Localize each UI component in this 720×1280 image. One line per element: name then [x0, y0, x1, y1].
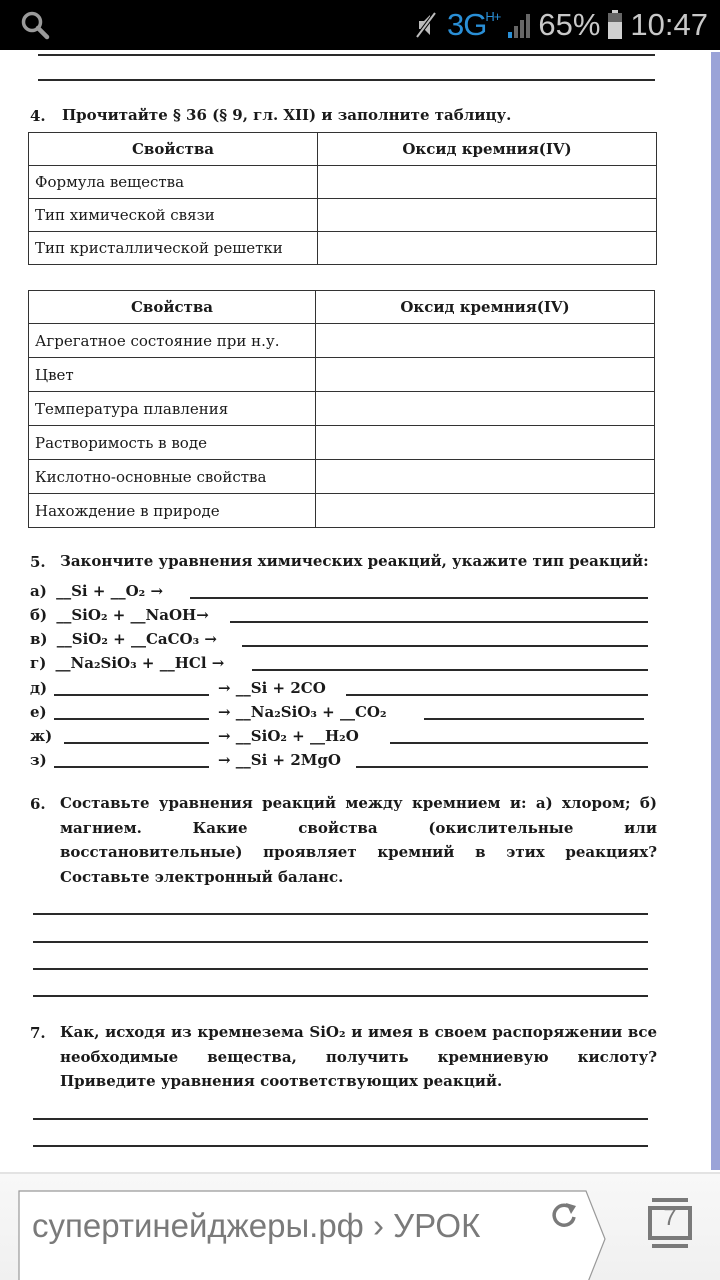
answer-blank[interactable]	[54, 718, 209, 720]
answer-cell[interactable]	[316, 426, 655, 460]
reaction-formula: __SiO₂ + __CaCO₃ →	[56, 630, 217, 648]
answer-cell[interactable]	[316, 324, 655, 358]
url-text: супертинейджеры.рф › УРОК	[32, 1207, 481, 1244]
answer-line	[33, 1118, 648, 1120]
mute-icon	[415, 11, 439, 39]
reaction-formula: __Si + __O₂ →	[56, 582, 164, 600]
reaction-line	[30, 604, 650, 626]
properties-table-1	[28, 132, 657, 265]
property-name: Тип химической связи	[29, 199, 318, 232]
answer-blank[interactable]	[230, 621, 648, 623]
answer-line	[33, 1145, 648, 1147]
answer-blank[interactable]	[54, 694, 209, 696]
reaction-label: б)	[30, 606, 48, 624]
answer-cell[interactable]	[316, 392, 655, 426]
network-label: 3G	[447, 7, 487, 42]
reaction-line	[30, 677, 650, 699]
reaction-line	[30, 580, 650, 602]
network-sup: H+	[485, 9, 501, 24]
table-row	[29, 324, 655, 358]
reaction-formula: → __Na₂SiO₃ + __CO₂	[218, 703, 387, 721]
tabs-button[interactable]	[648, 1204, 692, 1264]
table-header: Оксид кремния(IV)	[318, 133, 657, 166]
reaction-line	[30, 749, 650, 771]
network-type	[447, 7, 501, 43]
answer-blank[interactable]	[356, 766, 648, 768]
reaction-formula: → __Si + 2MgO	[218, 751, 341, 769]
reaction-line	[30, 701, 650, 723]
table-header: Оксид кремния(IV)	[316, 291, 655, 324]
question-number: 7.	[30, 1024, 46, 1042]
table-row	[29, 494, 655, 528]
table-row	[29, 199, 657, 232]
property-name: Кислотно-основные свойства	[29, 460, 316, 494]
status-bar	[0, 0, 720, 50]
address-bar[interactable]	[18, 1204, 604, 1280]
reaction-label: в)	[30, 630, 48, 648]
document-page[interactable]	[0, 50, 720, 1172]
battery-percent: 65%	[538, 7, 601, 42]
reaction-formula: → __SiO₂ + __H₂O	[218, 727, 359, 745]
reaction-label: г)	[30, 654, 47, 672]
reaction-label: е)	[30, 703, 47, 721]
question-text: Прочитайте § 36 (§ 9, гл. XII) и заполните таблицу.	[62, 106, 512, 124]
answer-cell[interactable]	[316, 494, 655, 528]
property-name: Формула вещества	[29, 166, 318, 199]
table-header: Свойства	[29, 291, 316, 324]
answer-blank[interactable]	[190, 597, 648, 599]
browser-bottom-bar	[0, 1172, 720, 1280]
answer-line	[33, 913, 648, 915]
property-name: Растворимость в воде	[29, 426, 316, 460]
table-row	[29, 426, 655, 460]
property-name: Температура плавления	[29, 392, 316, 426]
table-header: Свойства	[29, 133, 318, 166]
answer-line	[33, 968, 648, 970]
answer-blank[interactable]	[424, 718, 644, 720]
question-text: Как, исходя из кремнезема SiO₂ и имея в своем распоряжении все необходимые вещества, получить кремниевую кислоту? Приведите уравнения соответствующих реакций.	[60, 1023, 657, 1090]
properties-table-2	[28, 290, 655, 528]
answer-line	[33, 941, 648, 943]
answer-cell[interactable]	[316, 358, 655, 392]
answer-blank[interactable]	[390, 742, 648, 744]
reload-icon[interactable]	[548, 1200, 580, 1232]
reaction-label: ж)	[30, 727, 53, 745]
table-row	[29, 166, 657, 199]
question-text: Закончите уравнения химических реакций, укажите тип реакций:	[60, 552, 649, 570]
reaction-line	[30, 628, 650, 650]
answer-cell[interactable]	[318, 166, 657, 199]
battery-icon	[608, 13, 622, 39]
answer-cell[interactable]	[318, 232, 657, 265]
question-text: Составьте уравнения реакций между кремнием и: а) хлором; б) магнием. Какие свойства (окислительные или восстановительные) проявляет кремний в этих реакциях? Составьте электронный баланс.	[60, 794, 657, 886]
answer-blank[interactable]	[242, 645, 648, 647]
reaction-label: з)	[30, 751, 47, 769]
answer-blank[interactable]	[346, 694, 648, 696]
answer-line	[33, 995, 648, 997]
answer-blank[interactable]	[252, 669, 648, 671]
reaction-formula: __Na₂SiO₃ + __HCl →	[55, 654, 225, 672]
reaction-line	[30, 725, 650, 747]
table-row	[29, 460, 655, 494]
question-number: 5.	[30, 553, 46, 571]
property-name: Нахождение в природе	[29, 494, 316, 528]
reaction-formula: __SiO₂ + __NaOH→	[56, 606, 209, 624]
search-icon[interactable]	[20, 10, 50, 40]
property-name: Цвет	[29, 358, 316, 392]
reaction-line	[30, 652, 650, 674]
table-row	[29, 358, 655, 392]
reaction-formula: → __Si + 2CO	[218, 679, 326, 697]
answer-line	[38, 79, 655, 81]
reaction-label: а)	[30, 582, 47, 600]
question-number: 6.	[30, 795, 46, 813]
property-name: Агрегатное состояние при н.у.	[29, 324, 316, 358]
table-row	[29, 392, 655, 426]
clock: 10:47	[630, 7, 708, 42]
answer-blank[interactable]	[54, 766, 209, 768]
question-number: 4.	[30, 107, 46, 125]
table-row	[29, 232, 657, 265]
answer-cell[interactable]	[316, 460, 655, 494]
answer-blank[interactable]	[64, 742, 209, 744]
reaction-label: д)	[30, 679, 48, 697]
property-name: Тип кристаллической решетки	[29, 232, 318, 265]
answer-cell[interactable]	[318, 199, 657, 232]
tab-count: 7	[663, 1204, 677, 1231]
scrollbar[interactable]	[711, 52, 720, 1170]
signal-icon	[508, 12, 530, 38]
answer-line	[38, 54, 655, 56]
